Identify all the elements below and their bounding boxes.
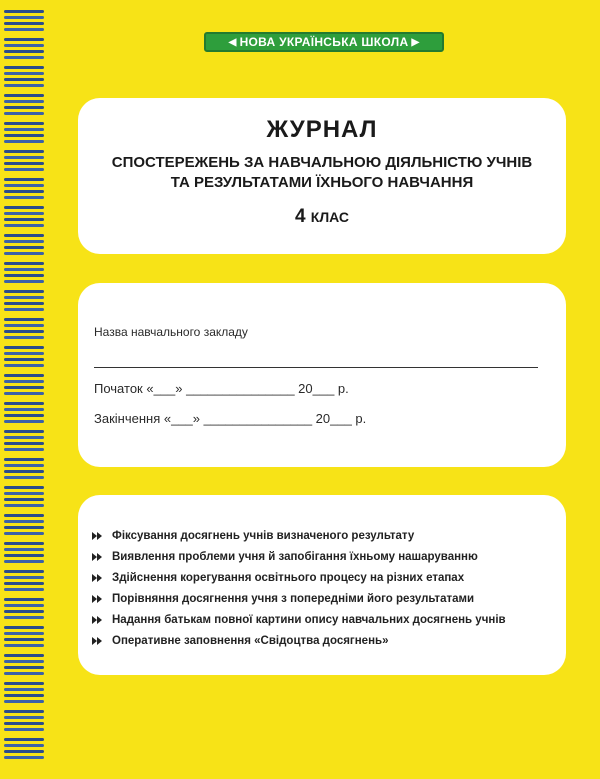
spiral-coil [4, 542, 44, 564]
double-arrow-icon [92, 594, 106, 604]
journal-subtitle-line-2: ТА РЕЗУЛЬТАТАМИ ЇХНЬОГО НАВЧАННЯ [170, 174, 474, 191]
spiral-coil [4, 654, 44, 676]
spiral-coil [4, 262, 44, 284]
spiral-coil [4, 10, 44, 32]
series-badge-text: НОВА УКРАЇНСЬКА ШКОЛА [239, 35, 409, 49]
spiral-coil [4, 38, 44, 60]
journal-title: ЖУРНАЛ [266, 116, 378, 143]
double-arrow-icon [92, 615, 106, 625]
school-name-label: Назва навчального закладу [94, 325, 248, 339]
grade-word: КЛАС [310, 209, 350, 225]
spiral-coil [4, 234, 44, 256]
spiral-coil [4, 66, 44, 88]
spiral-coil [4, 710, 44, 732]
spiral-coil [4, 458, 44, 480]
list-item: Виявлення проблеми учня й запобігання їхньому нашаруванню [92, 546, 506, 567]
spiral-coil [4, 290, 44, 312]
list-item: Порівняння досягнення учня з попередніми його результатами [92, 588, 506, 609]
spiral-coil [4, 374, 44, 396]
double-arrow-icon [92, 531, 106, 541]
spiral-coil [4, 318, 44, 340]
left-arrow-icon: ◀ [228, 36, 237, 48]
spiral-coil [4, 150, 44, 172]
features-list [92, 525, 506, 651]
school-name-line [94, 367, 538, 368]
list-item: Надання батькам повної картини опису навчальних досягнень учнів [92, 609, 506, 630]
features-panel [78, 495, 566, 675]
spiral-coil [4, 598, 44, 620]
double-arrow-icon [92, 636, 106, 646]
list-item: Здійснення корегування освітнього процесу на різних етапах [92, 567, 506, 588]
spiral-coil [4, 346, 44, 368]
spiral-coil [4, 626, 44, 648]
right-arrow-icon: ▶ [411, 36, 420, 48]
grade-label [78, 206, 566, 228]
spiral-coil [4, 570, 44, 592]
double-arrow-icon [92, 552, 106, 562]
grade-number: 4 [294, 206, 306, 227]
spiral-coil [4, 178, 44, 200]
title-panel [78, 98, 566, 254]
spiral-coil [4, 122, 44, 144]
spiral-coil [4, 206, 44, 228]
list-item: Оперативне заповнення «Свідоцтва досягнень» [92, 630, 506, 651]
spiral-binding [0, 10, 44, 779]
start-date-field: Початок «___» _______________ 20___ р. [94, 381, 349, 396]
series-badge [204, 32, 444, 52]
journal-subtitle-line-1: СПОСТЕРЕЖЕНЬ ЗА НАВЧАЛЬНОЮ ДІЯЛЬНІСТЮ УЧНІВ [111, 154, 533, 171]
end-date-field: Закінчення «___» _______________ 20___ р. [94, 411, 367, 426]
spiral-coil [4, 402, 44, 424]
double-arrow-icon [92, 573, 106, 583]
spiral-coil [4, 94, 44, 116]
spiral-coil [4, 430, 44, 452]
spiral-coil [4, 738, 44, 760]
list-item: Фіксування досягнень учнів визначеного результату [92, 525, 506, 546]
spiral-coil [4, 682, 44, 704]
school-info-panel [78, 283, 566, 467]
spiral-coil [4, 514, 44, 536]
spiral-coil [4, 486, 44, 508]
